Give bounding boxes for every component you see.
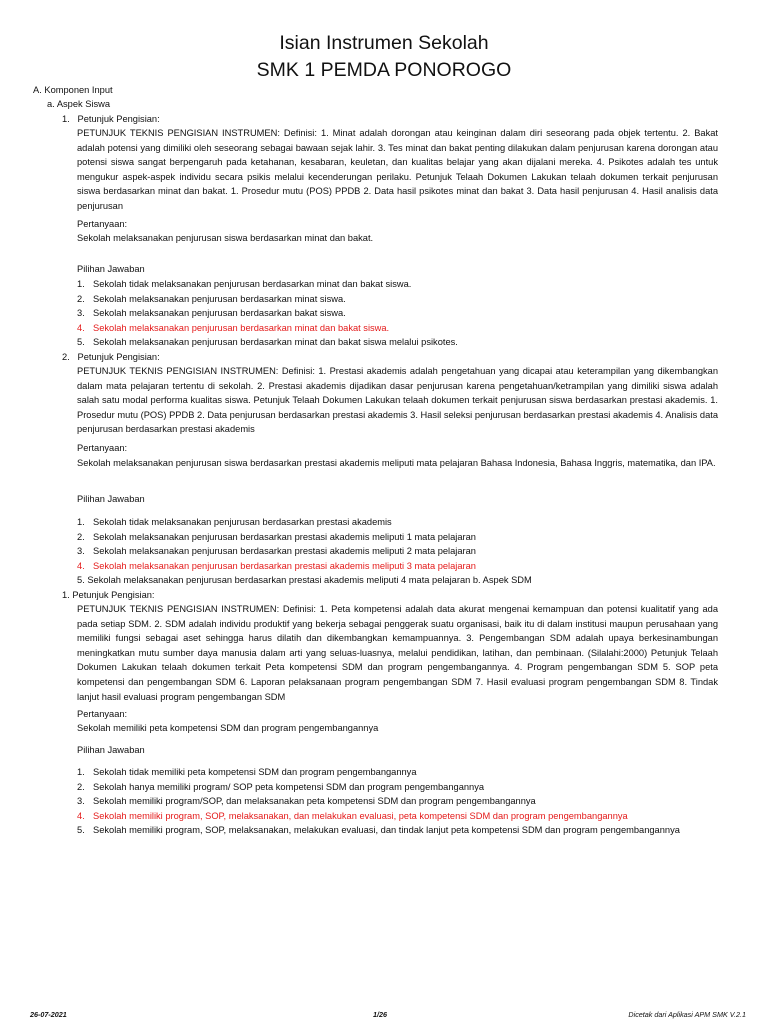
- answer-option-selected: 4. Sekolah memiliki program, SOP, melaksanakan, dan melakukan evaluasi, peta kompetensi SDM dan program pengembangannya: [77, 810, 628, 821]
- q3-question: Sekolah memiliki peta kompetensi SDM dan program pengembangannya: [77, 723, 379, 733]
- school-name: SMK 1 PEMDA PONOROGO: [256, 59, 512, 81]
- answer-option-selected: 4. Sekolah melaksanakan penjurusan berdasarkan prestasi akademis meliputi 3 mata pelajaran: [77, 560, 476, 571]
- q1-options: [77, 277, 718, 350]
- q3-question-label: Pertanyaan:: [77, 709, 128, 719]
- q2-options: [77, 515, 718, 573]
- q2-label: 2. Petunjuk Pengisian:: [62, 352, 160, 362]
- q1-options-label: Pilihan Jawaban: [77, 264, 145, 274]
- answer-option: 1. Sekolah tidak memiliki peta kompetensi SDM dan program pengembangannya: [77, 767, 417, 777]
- q1-question: Sekolah melaksanakan penjurusan siswa berdasarkan minat dan bakat.: [77, 233, 374, 243]
- answer-option: 1. Sekolah tidak melaksanakan penjurusan berdasarkan prestasi akademis: [77, 517, 392, 527]
- footer-printed-by: Dicetak dari Aplikasi APM SMK V.2.1: [628, 1010, 746, 1019]
- q3-label: 1. Petunjuk Pengisian:: [62, 590, 155, 600]
- answer-option: 2. Sekolah melaksanakan penjurusan berdasarkan prestasi akademis meliputi 1 mata pelajaran: [77, 531, 476, 542]
- answer-option: 1. Sekolah tidak melaksanakan penjurusan berdasarkan minat dan bakat siswa.: [77, 279, 412, 289]
- section-heading: A. Komponen Input: [33, 85, 113, 95]
- q2-options-label: Pilihan Jawaban: [77, 494, 145, 504]
- answer-option: 5. Sekolah memiliki program, SOP, melaksanakan, melakukan evaluasi, dan tindak lanjut peta kompetensi SDM dan program pengembangannya: [77, 825, 680, 836]
- q1-instruction: PETUNJUK TEKNIS PENGISIAN INSTRUMEN: Definisi: 1. Minat adalah dorongan atau keinginan dalam diri seseorang pada objek tertentu. 2. Bakat adalah potensi yang dimiliki oleh seseorang sebagai bawaan sejak lahir. 3. Tes minat dan bakat penting dilakukan dalam penjurusan karena dorongan atau potensi siswa sangat berpengaruh pada ketahanan, kesabaran, keuletan, dan kualitas belajar yang akan dijalani mereka. 4. Psikotes adalah tes untuk mengukur aspek-aspek individu secara psikis melalui kecenderungan perilaku. Petunjuk Telaah Dokumen Lakukan telaah dokumen terkait penjurusan siswa berdasarkan minat dan bakat. 1. Prosedur mutu (POS) PPDB 2. Data hasil psikotes minat dan bakat 3. Data hasil penjurusan 4. Hasil analisis data penjurusan: [77, 128, 718, 211]
- q2-question: Sekolah melaksanakan penjurusan siswa berdasarkan prestasi akademis meliputi mata pelajaran Bahasa Indonesia, Bahasa Inggris, matematika, dan IPA.: [77, 458, 716, 468]
- answer-option-selected: 4. Sekolah melaksanakan penjurusan berdasarkan minat dan bakat siswa.: [77, 322, 390, 333]
- q3-instruction: PETUNJUK TEKNIS PENGISIAN INSTRUMEN: Definisi: 1. Peta kompetensi adalah data akurat mengenai kemampuan dan potensi kualitatif yang ada pada setiap SDM. 2. SDM adalah individu produktif yang bekerja sebagai penggerak suatu organisasi, baik itu di dalam institusi maupun perusahaan yang memiliki fungsi sebagai aset sehingga harus dilatih dan dikembangkan kemampuannya. 3. Pengembangan SDM adalah upaya berkesinambungan meningkatkan mutu sumber daya manusia dalam arti yang seluas-luasnya, melalui pendidikan, latihan, dan pembinaan. (Silalahi:2000) Petunjuk Telaah Dokumen Lakukan telaah dokumen terkait Peta kompetensi SDM dan program pengembangannya. 4. Program pengembangan SDM 5. SOP peta kompetensi dan pengembangan SDM 6. Laporan pelaksanaan program pengembangan SDM 7. Hasil evaluasi program pengembangan SDM 8. Tindak lanjut hasil evaluasi program pengembangan SDM: [77, 604, 718, 702]
- q1-label: 1. Petunjuk Pengisian:: [62, 114, 160, 124]
- answer-option: 3. Sekolah melaksanakan penjurusan berdasarkan prestasi akademis meliputi 2 mata pelajaran: [77, 546, 476, 557]
- answer-option: 5. Sekolah melaksanakan penjurusan berdasarkan minat dan bakat siswa melalui psikotes.: [77, 337, 458, 348]
- q2-instruction: PETUNJUK TEKNIS PENGISIAN INSTRUMEN: Definisi: 1. Prestasi akademis adalah pengetahuan yang dicapai atau keterampilan yang dikembangkan dalam mata pelajaran tertentu di sekolah. 2. Prestasi akademis dijadikan dasar penjurusan karena pengetahuan/ketrampilan yang dimiliki siswa adalah salah satu modal performa kualitas siswa. Petunjuk Telaah Dokumen Lakukan telaah dokumen terkait penjurusan siswa berdasarkan prestasi akademis. 1. Prosedur mutu (POS) PPDB 2. Data penjurusan berdasarkan prestasi akademis 3. Hasil seleksi penjurusan berdasarkan prestasi akademis 4. Analisis data penjurusan berdasarkan prestasi akademis: [77, 366, 718, 435]
- footer-date: 26-07-2021: [30, 1010, 67, 1019]
- q1-question-label: Pertanyaan:: [77, 219, 128, 229]
- footer-page-number: 1/26: [373, 1010, 387, 1019]
- answer-option: 3. Sekolah memiliki program/SOP, dan melaksanakan peta kompetensi SDM dan program pengembangannya: [77, 796, 536, 807]
- answer-option: 2. Sekolah hanya memiliki program/ SOP peta kompetensi SDM dan program pengembangannya: [77, 781, 485, 792]
- aspect-heading: a. Aspek Siswa: [47, 99, 111, 109]
- q2-option-5: 5. Sekolah melaksanakan penjurusan berdasarkan prestasi akademis meliputi 4 mata pelajaran b. Aspek SDM: [77, 575, 532, 585]
- q3-options-label: Pilihan Jawaban: [77, 745, 145, 755]
- q3-options: [77, 765, 718, 838]
- answer-option: 3. Sekolah melaksanakan penjurusan berdasarkan bakat siswa.: [77, 308, 346, 319]
- document-title: Isian Instrumen Sekolah: [279, 32, 489, 54]
- answer-option: 2. Sekolah melaksanakan penjurusan berdasarkan minat siswa.: [77, 293, 346, 304]
- q2-question-label: Pertanyaan:: [77, 443, 128, 453]
